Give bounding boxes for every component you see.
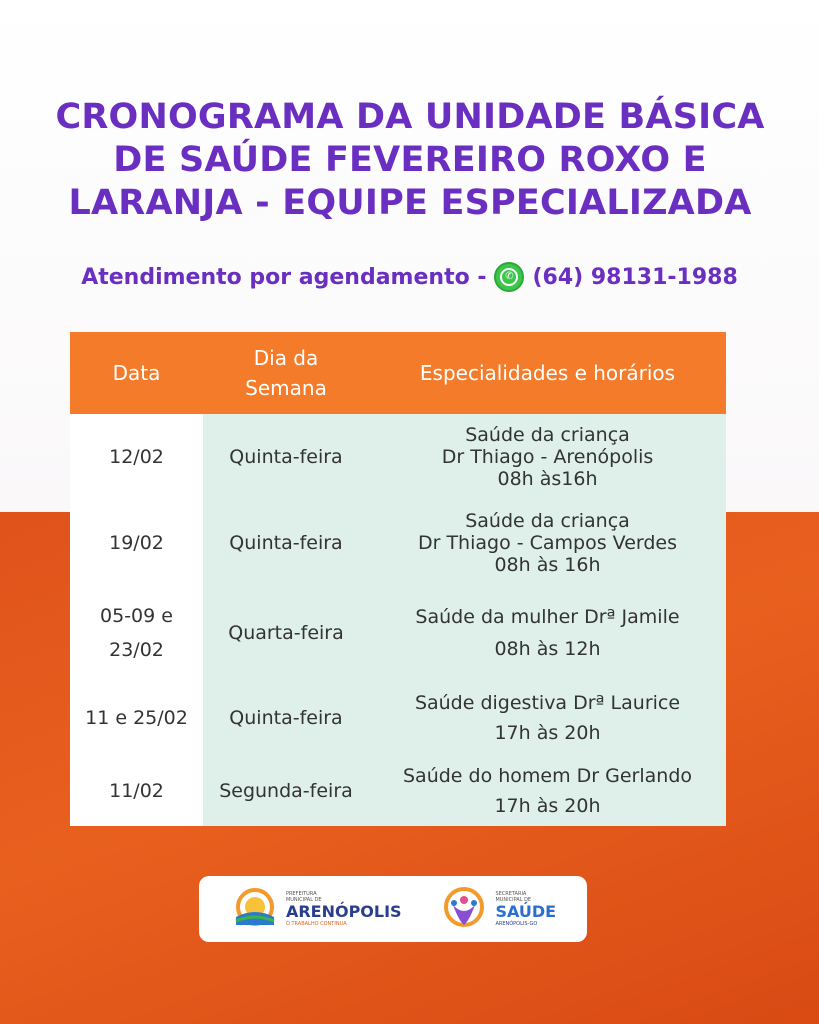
specialty-line: 17h às 20h (494, 722, 601, 744)
row-date: 11 e 25/02 (70, 680, 203, 756)
secretaria-small1: SECRETARIA (495, 890, 527, 897)
prefeitura-small1: PREFEITURA (285, 890, 317, 897)
row-weekday: Quarta-feira (203, 586, 369, 680)
secretaria-name: SAÚDE (495, 901, 557, 921)
row-date: 11/02 (70, 756, 203, 826)
row-date (70, 586, 203, 680)
specialty-line: Saúde da criança (465, 424, 630, 446)
row-date-line1: 05-09 e (100, 605, 173, 627)
row-specialty (369, 756, 726, 826)
row-weekday: Quinta-feira (203, 680, 369, 756)
secretaria-small2: MUNICIPAL DE (495, 896, 532, 903)
specialty-line: Saúde do homem Dr Gerlando (402, 765, 693, 787)
title-line-2: DE SAÚDE FEVEREIRO ROXO E (113, 140, 707, 180)
specialty-line: Dr Thiago - Arenópolis (441, 446, 654, 468)
header-weekday-line2: Semana (245, 376, 327, 400)
header-specialties: Especialidades e horários (419, 361, 676, 385)
table-row (70, 756, 726, 826)
title-line-1: CRONOGRAMA DA UNIDADE BÁSICA (55, 97, 765, 137)
specialty-line: 17h às 20h (494, 795, 601, 817)
title-line-3: LARANJA - EQUIPE ESPECIALIZADA (68, 183, 752, 223)
page-title (40, 96, 780, 225)
prefeitura-small2: MUNICIPAL DE (285, 896, 322, 903)
specialty-line: Saúde digestiva Drª Laurice (414, 692, 681, 714)
table-row (70, 414, 726, 500)
row-weekday: Segunda-feira (203, 756, 369, 826)
prefeitura-tagline: O TRABALHO CONTINUA (285, 920, 347, 927)
specialty-line: 08h às 16h (494, 554, 601, 576)
table-header (70, 332, 726, 414)
table-row (70, 586, 726, 680)
specialty-line: Dr Thiago - Campos Verdes (417, 532, 678, 554)
row-specialty (369, 586, 726, 680)
header-date: Data (112, 361, 161, 385)
contact-label: Atendimento por agendamento - (81, 264, 487, 290)
row-weekday: Quinta-feira (203, 414, 369, 500)
row-date: 12/02 (70, 414, 203, 500)
row-specialty (369, 680, 726, 756)
secretaria-text (495, 891, 556, 928)
contact-line (0, 262, 819, 292)
row-date-line2: 23/02 (109, 639, 164, 661)
contact-phone[interactable]: (64) 98131-1988 (532, 264, 738, 290)
whatsapp-icon[interactable]: ✆ (494, 262, 524, 292)
header-weekday (203, 332, 369, 414)
logos-card (199, 876, 587, 942)
row-weekday: Quinta-feira (203, 500, 369, 586)
row-date: 19/02 (70, 500, 203, 586)
specialty-line: Saúde da mulher Drª Jamile (415, 606, 680, 628)
table-row (70, 680, 726, 756)
row-specialty (369, 500, 726, 586)
specialty-line: 08h às16h (497, 468, 598, 490)
row-specialty (369, 414, 726, 500)
header-weekday-line1: Dia da (253, 346, 319, 370)
specialty-line: Saúde da criança (465, 510, 630, 532)
prefeitura-logo (230, 887, 402, 931)
prefeitura-name: ARENÓPOLIS (285, 901, 402, 921)
saude-emblem-icon (439, 887, 489, 931)
secretaria-logo (439, 887, 556, 931)
table-row (70, 500, 726, 586)
prefeitura-text (286, 891, 402, 928)
specialty-line: 08h às 12h (494, 638, 601, 660)
secretaria-tagline: ARENÓPOLIS-GO (495, 920, 538, 927)
schedule-table (70, 332, 726, 826)
arenopolis-emblem-icon (230, 887, 280, 931)
